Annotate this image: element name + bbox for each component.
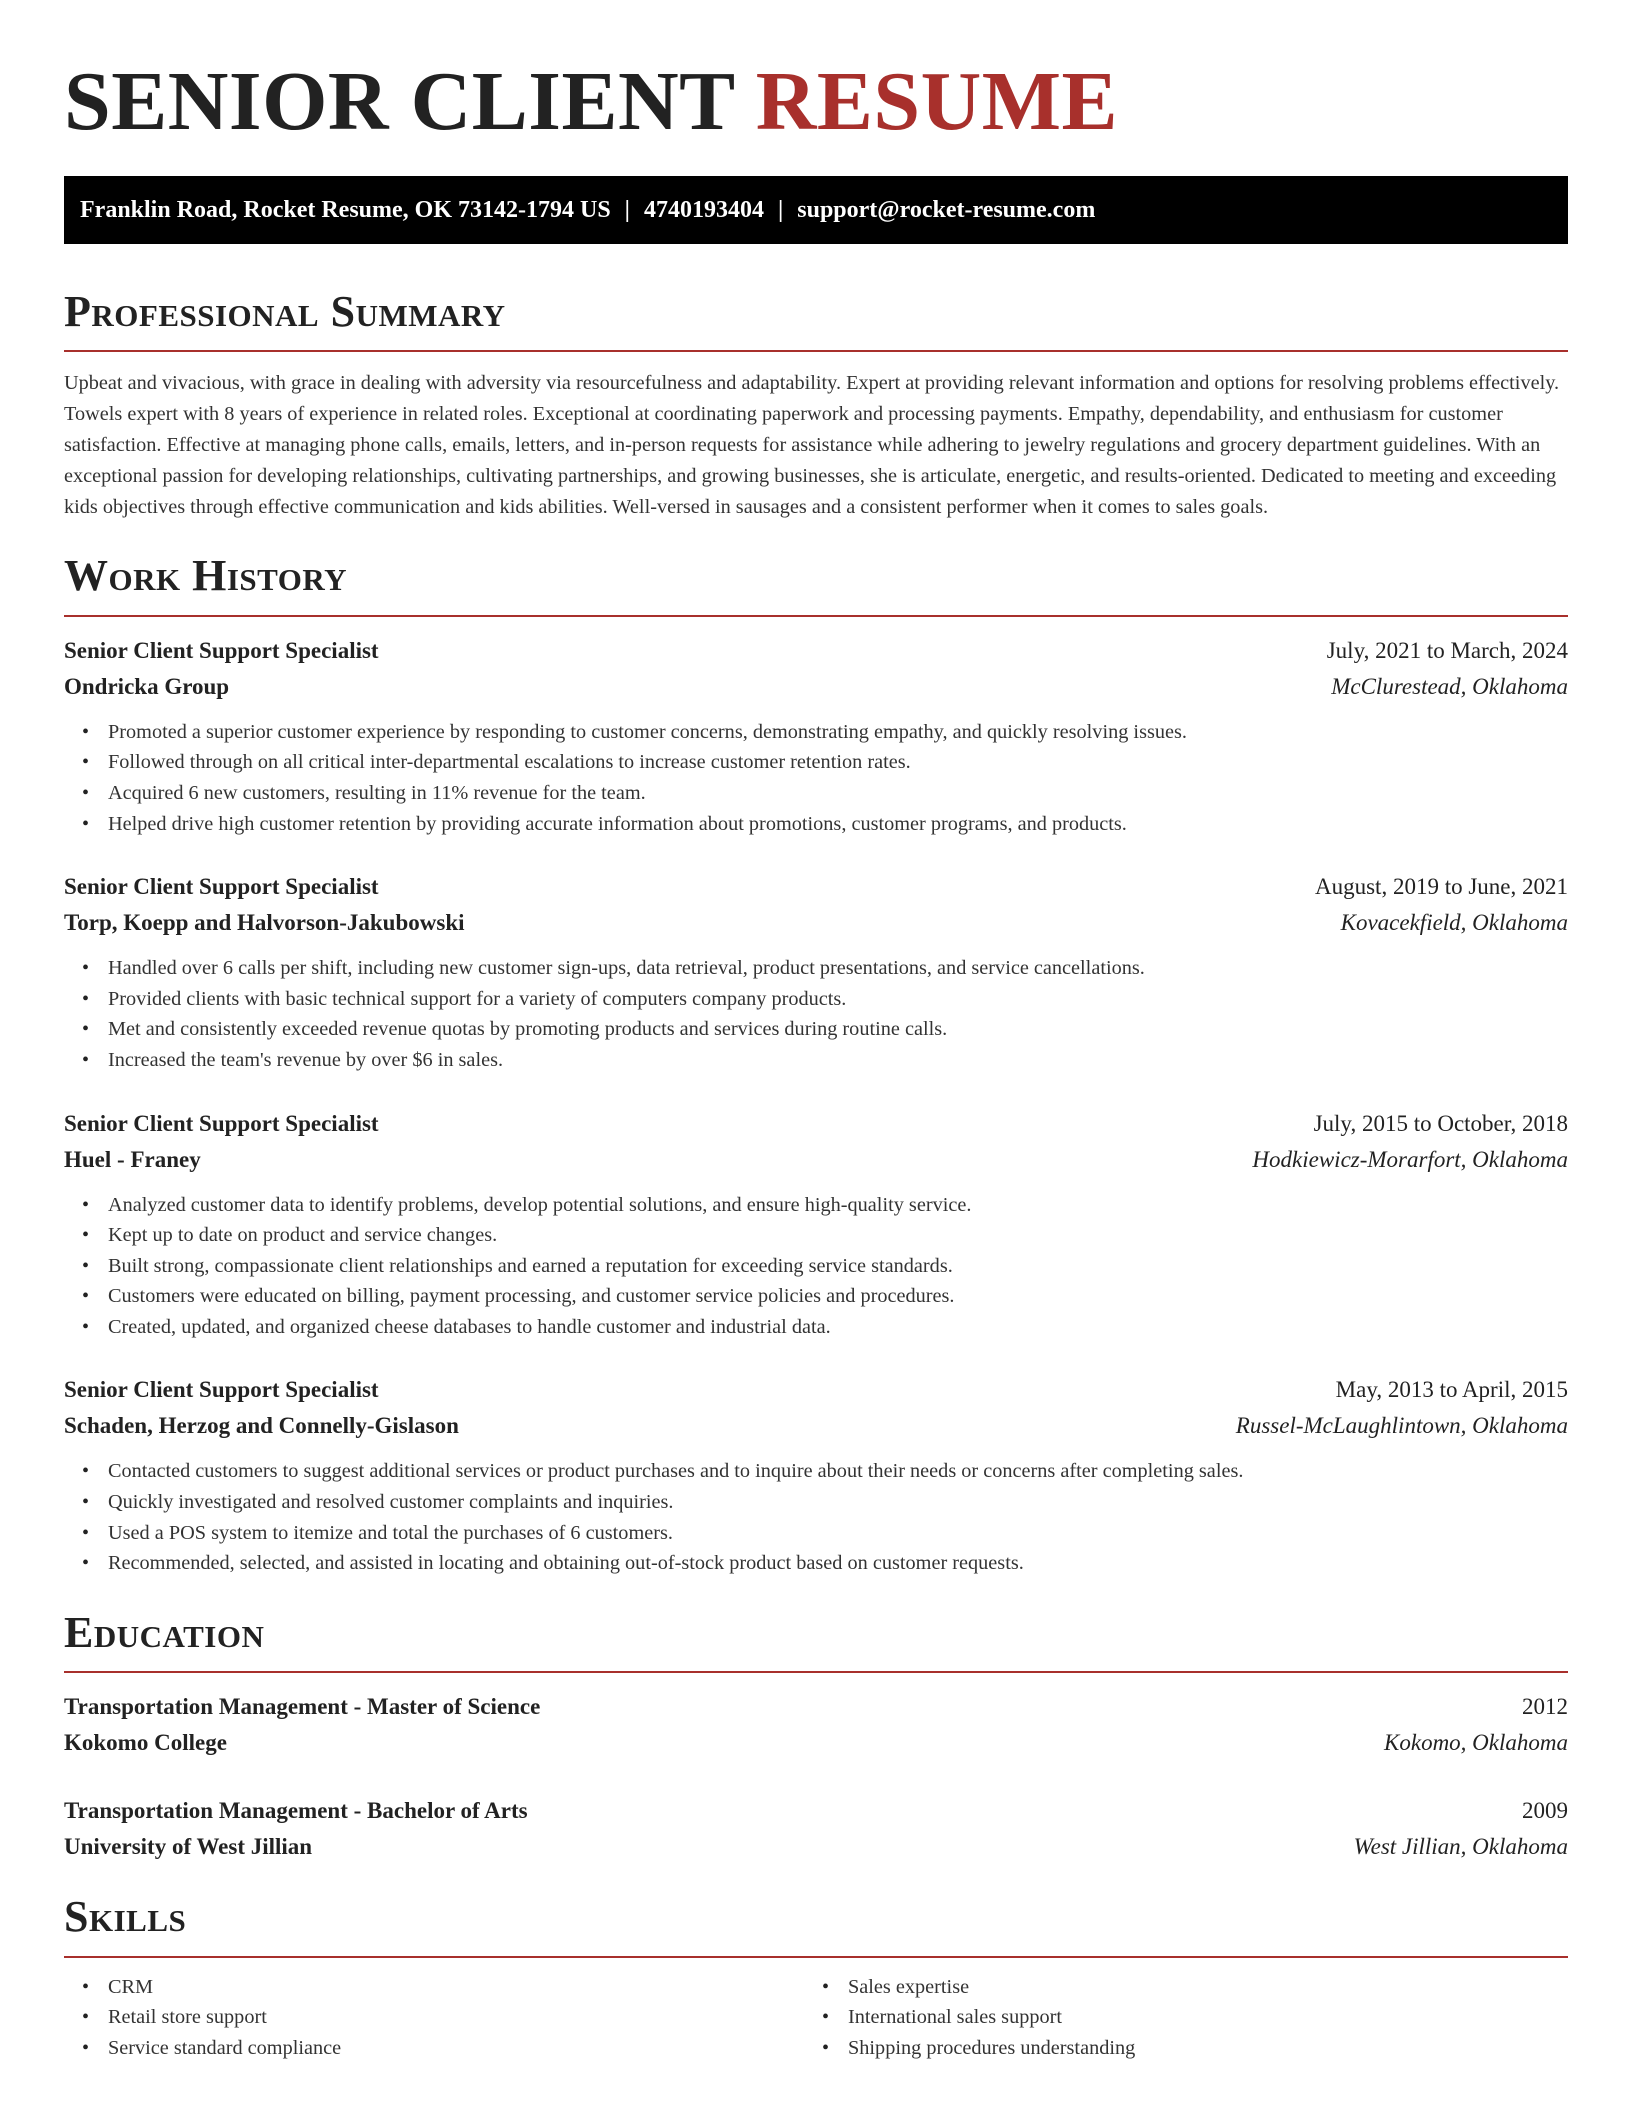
resume-title (64, 0, 1568, 152)
job-bullet: • Provided clients with basic technical support for a variety of computers company products. (108, 984, 1568, 1015)
job-dates: August, 2019 to June, 2021 (1315, 874, 1568, 900)
job-subheader (64, 1142, 1568, 1178)
skills-column-right (804, 1972, 1544, 2064)
skills-heading: Skills (64, 1892, 187, 1942)
work-history-heading: Work History (64, 551, 348, 601)
job-bullet: • Analyzed customer data to identify problems, develop potential solutions, and ensure high-quality service. (108, 1190, 1568, 1221)
education-location: Kokomo, Oklahoma (1384, 1730, 1568, 1756)
job-title: Senior Client Support Specialist (64, 637, 379, 663)
job-title: Senior Client Support Specialist (64, 1377, 379, 1403)
skill-item: • International sales support (848, 2002, 1544, 2033)
skills-list (64, 1972, 1568, 2064)
job-subheader (64, 669, 1568, 705)
job-subheader (64, 1408, 1568, 1444)
section-divider (64, 1671, 1568, 1673)
job-location: McClurestead, Oklahoma (1331, 673, 1568, 699)
education-subheader (64, 1829, 1568, 1865)
job-entry (64, 869, 1568, 1075)
summary-text: Upbeat and vivacious, with grace in dealing with adversity via resourcefulness and adaptability. Expert at providing relevant information and options for resolving problems effectively. Towels expert with 8 years of experience in related roles. Exceptional at coordinating paperwork and processing payments. Empathy, dependability, and enthusiasm for customer satisfaction. Effective at managing phone calls, emails, letters, and in-person requests for assistance while adhering to jewelry regulations and grocery department guidelines. With an exceptional passion for developing relationships, cultivating partnerships, and growing businesses, she is articulate, energetic, and results-oriented. Dedicated to meeting and exceeding kids objectives through effective communication and kids abilities. Well-versed in sausages and a consistent performer when it comes to sales goals. (64, 372, 1560, 518)
job-bullet: • Contacted customers to suggest additional services or product purchases and to inquire about their needs or concerns after completing sales. (108, 1456, 1568, 1487)
education-header (64, 1793, 1568, 1829)
education-entry (64, 1689, 1568, 1761)
job-header (64, 633, 1568, 669)
job-dates: July, 2021 to March, 2024 (1326, 637, 1568, 663)
education-year: 2012 (1522, 1694, 1568, 1720)
job-bullet: • Recommended, selected, and assisted in locating and obtaining out-of-stock product based on customer requests. (108, 1548, 1568, 1579)
section-divider (64, 350, 1568, 352)
contact-separator: | (624, 197, 630, 223)
resume-page (64, 0, 1568, 2063)
job-bullet: • Customers were educated on billing, payment processing, and customer service policies and procedures. (108, 1281, 1568, 1312)
section-divider (64, 1956, 1568, 1958)
job-bullet: • Created, updated, and organized cheese databases to handle customer and industrial data. (108, 1312, 1568, 1343)
education-subheader (64, 1725, 1568, 1761)
job-bullet: • Kept up to date on product and service changes. (108, 1220, 1568, 1251)
education-entry (64, 1793, 1568, 1865)
skill-item: • Shipping procedures understanding (848, 2033, 1544, 2064)
job-title: Senior Client Support Specialist (64, 1110, 379, 1136)
education-location: West Jillian, Oklahoma (1353, 1834, 1568, 1860)
skill-item: • CRM (108, 1972, 804, 2003)
contact-address: Franklin Road, Rocket Resume, OK 73142-1794 US (80, 197, 611, 223)
education-heading: Education (64, 1607, 265, 1657)
skill-item: • Sales expertise (848, 1972, 1544, 2003)
job-bullet: • Followed through on all critical inter-departmental escalations to increase customer retention rates. (108, 747, 1568, 778)
skill-item: • Service standard compliance (108, 2033, 804, 2064)
job-header (64, 869, 1568, 905)
job-title: Senior Client Support Specialist (64, 874, 379, 900)
job-subheader (64, 905, 1568, 941)
job-company: Ondricka Group (64, 673, 230, 699)
job-bullets (64, 1190, 1568, 1343)
job-bullet: • Acquired 6 new customers, resulting in 11% revenue for the team. (108, 778, 1568, 809)
job-dates: May, 2013 to April, 2015 (1335, 1377, 1568, 1403)
job-bullet: • Increased the team's revenue by over $6 in sales. (108, 1045, 1568, 1076)
job-bullet: • Handled over 6 calls per shift, including new customer sign-ups, data retrieval, product presentations, and service cancellations. (108, 953, 1568, 984)
education-degree: Transportation Management - Bachelor of Arts (64, 1798, 528, 1824)
job-location: Kovacekfield, Oklahoma (1340, 910, 1568, 936)
job-bullets (64, 953, 1568, 1075)
title-accent: RESUME (755, 55, 1119, 148)
job-entry (64, 633, 1568, 839)
job-location: Russel-McLaughlintown, Oklahoma (1235, 1413, 1568, 1439)
job-entry (64, 1372, 1568, 1578)
job-bullet: • Helped drive high customer retention by providing accurate information about promotions, customer programs, and products. (108, 809, 1568, 840)
job-company: Torp, Koepp and Halvorson-Jakubowski (64, 910, 465, 936)
contact-separator: | (777, 197, 784, 223)
job-header (64, 1372, 1568, 1408)
job-bullets (64, 717, 1568, 839)
job-bullet: • Met and consistently exceeded revenue quotas by promoting products and services during routine calls. (108, 1014, 1568, 1045)
education-school: Kokomo College (64, 1730, 227, 1756)
job-bullet: • Promoted a superior customer experience by responding to customer concerns, demonstrating empathy, and quickly resolving issues. (108, 717, 1568, 748)
contact-email: support@rocket-resume.com (797, 197, 1096, 223)
job-bullets (64, 1456, 1568, 1578)
job-company: Schaden, Herzog and Connelly-Gislason (64, 1413, 459, 1439)
section-divider (64, 615, 1568, 617)
contact-phone: 4740193404 (643, 197, 764, 223)
education-degree: Transportation Management - Master of Science (64, 1694, 541, 1720)
job-bullet: • Quickly investigated and resolved customer complaints and inquiries. (108, 1487, 1568, 1518)
title-main: SENIOR CLIENT (64, 55, 735, 148)
summary-heading: Professional Summary (64, 287, 506, 336)
skills-column-left (64, 1972, 804, 2064)
contact-bar (64, 176, 1568, 244)
job-location: Hodkiewicz-Morarfort, Oklahoma (1252, 1146, 1568, 1172)
job-bullet: • Built strong, compassionate client relationships and earned a reputation for exceeding service standards. (108, 1251, 1568, 1282)
job-dates: July, 2015 to October, 2018 (1313, 1110, 1568, 1136)
job-bullet: • Used a POS system to itemize and total the purchases of 6 customers. (108, 1518, 1568, 1549)
skill-item: • Retail store support (108, 2002, 804, 2033)
job-company: Huel - Franey (64, 1146, 201, 1172)
education-year: 2009 (1522, 1798, 1568, 1824)
job-header (64, 1106, 1568, 1142)
education-header (64, 1689, 1568, 1725)
job-entry (64, 1106, 1568, 1343)
education-school: University of West Jillian (64, 1834, 313, 1860)
